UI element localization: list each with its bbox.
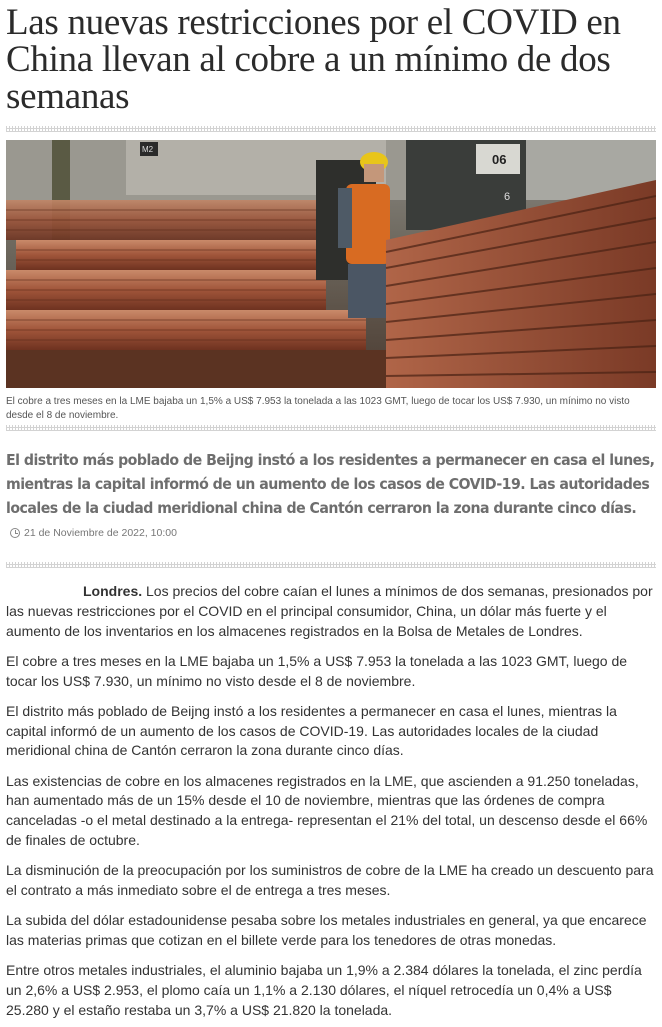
- article-photo: [6, 140, 656, 388]
- divider: [6, 562, 656, 568]
- article-summary: El distrito más poblado de Beijng instó a los residentes a permanecer en casa el lunes, mientras la capital informó de un aumento de los casos de COVID-19. Las autoridades locales de la ciudad meridional china de Cantón cerraron la zona durante cinco días.: [6, 451, 655, 517]
- divider: [6, 425, 656, 431]
- article-paragraph: Las existencias de cobre en los almacenes registrados en la LME, que ascienden a 91.250 toneladas, han aumentado más de un 15% desde el 10 de noviembre, mientras que las órdenes de compra canceladas -o el metal destinado a la entrega- representan el 21% del total, un descenso desde el 66% de finales de octubre.: [6, 772, 648, 848]
- article-body: [6, 582, 656, 1027]
- divider: [6, 126, 656, 132]
- article-paragraph: El distrito más poblado de Beijng instó a los residentes a permanecer en casa el lunes, mientras la capital informó de un aumento de los casos de COVID-19. Las autoridades locales de la ciudad meridional china de Cantón cerraron la zona durante cinco días.: [6, 702, 617, 759]
- article-paragraph: [6, 582, 656, 641]
- photo-sign-label: M2: [142, 145, 154, 154]
- article-dateline: [10, 527, 177, 539]
- article-date: 21 de Noviembre de 2022, 10:00: [24, 527, 177, 539]
- article-headline: Las nuevas restricciones por el COVID en China llevan al cobre a un mínimo de dos semanas: [6, 2, 621, 117]
- article-paragraph: La disminución de la preocupación por los suministros de cobre de la LME ha creado un descuento para el contrato a más inmediato sobre el de entrega a tres meses.: [6, 862, 654, 898]
- photo-forklift-number: 06: [492, 152, 507, 167]
- clock-icon: [10, 528, 20, 538]
- article-paragraph: Entre otros metales industriales, el aluminio bajaba un 1,9% a 2.384 dólares la tonelada, el zinc perdía un 2,6% a US$ 2.953, el plomo caía un 1,1% a 2.130 dólares, el níquel retrocedía un 0,4% a US$ 25.280 y el estaño restaba un 3,7% a US$ 21.820 la tonelada.: [6, 962, 642, 1018]
- photo-forklift-side-number: 6: [504, 191, 511, 203]
- article-paragraph: La subida del dólar estadounidense pesaba sobre los metales industriales en general, ya que encarece las materias primas que cotizan en el billete verde para los tenedores de otras monedas.: [6, 912, 647, 948]
- image-caption: El cobre a tres meses en la LME bajaba un 1,5% a US$ 7.953 la tonelada a las 1023 GMT, luego de tocar los US$ 7.930, un mínimo no visto desde el 8 de noviembre.: [6, 396, 630, 421]
- lead-city: Londres.: [83, 583, 143, 599]
- lead-text: Los precios del cobre caían el lunes a mínimos de dos semanas, presionados por las nuevas restricciones por el COVID en el principal consumidor, China, un dólar más fuerte y el aumento de los inventarios en los almacenes registrados en la Bolsa de Metales de Londres.: [6, 583, 653, 639]
- article-paragraph: El cobre a tres meses en la LME bajaba un 1,5% a US$ 7.953 la tonelada a las 1023 GMT, luego de tocar los US$ 7.930, un mínimo no visto desde el 8 de noviembre.: [6, 652, 628, 689]
